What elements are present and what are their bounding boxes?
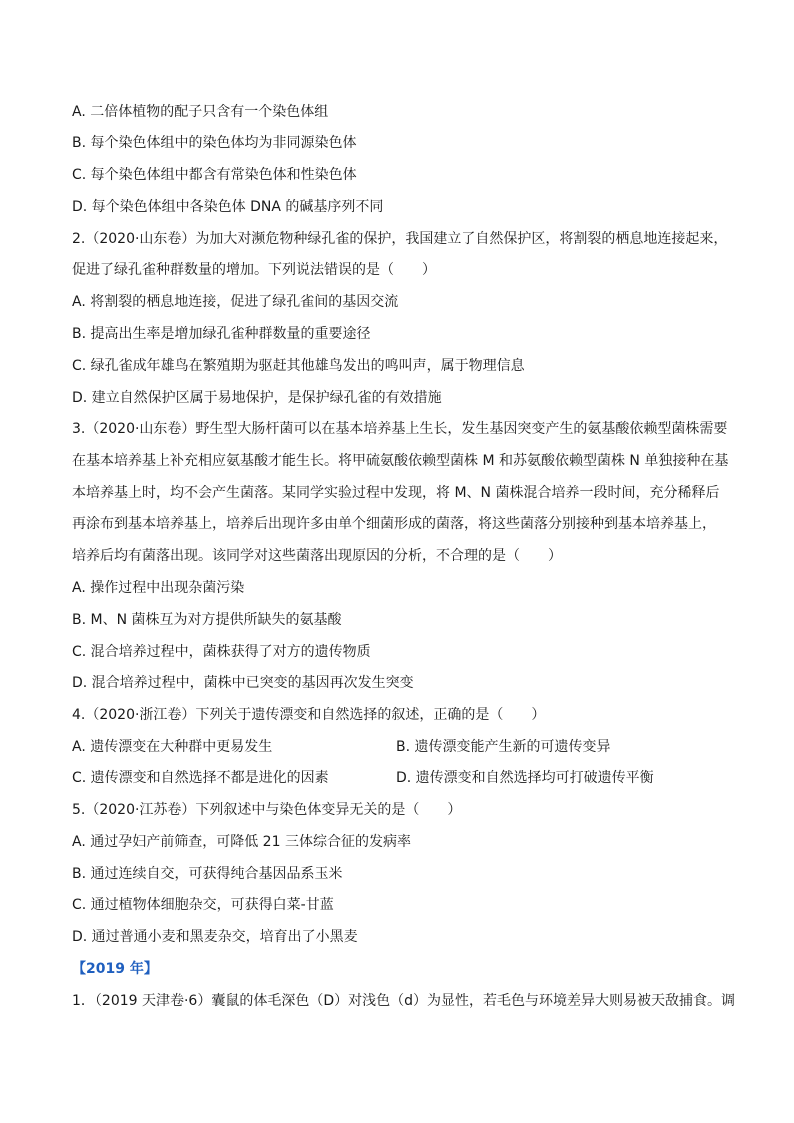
q2-stem-line-1: 2.（2020·山东卷）为加大对濒危物种绿孔雀的保护，我国建立了自然保护区，将割裂的栖息地连接起来， bbox=[72, 231, 728, 247]
q5-option-a: A. 通过孕妇产前筛查，可降低 21 三体综合征的发病率 bbox=[72, 834, 411, 850]
q3-option-a: A. 操作过程中出现杂菌污染 bbox=[72, 580, 245, 596]
q4-option-c: C. 遗传漂变和自然选择不都是进化的因素 bbox=[72, 770, 329, 786]
q5-option-d: D. 通过普通小麦和黑麦杂交，培育出了小黑麦 bbox=[72, 929, 358, 945]
q2-stem-line-2: 促进了绿孔雀种群数量的增加。下列说法错误的是（ ） bbox=[72, 262, 436, 278]
q2-option-b: B. 提高出生率是增加绿孔雀种群数量的重要途径 bbox=[72, 326, 371, 342]
q3-stem-line-4: 再涂布到基本培养基上，培养后出现许多由单个细菌形成的菌落，将这些菌落分别接种到基本培养基上， bbox=[72, 516, 716, 532]
q3-stem-line-2: 在基本培养基上补充相应氨基酸才能生长。将甲硫氨酸依赖型菌株 M 和苏氨酸依赖型菌株 N 单独接种在基 bbox=[72, 453, 729, 469]
q5-option-b: B. 通过连续自交，可获得纯合基因品系玉米 bbox=[72, 866, 343, 882]
q4-stem: 4.（2020·浙江卷）下列关于遗传漂变和自然选择的叙述，正确的是（ ） bbox=[72, 707, 546, 723]
q2-option-c: C. 绿孔雀成年雄鸟在繁殖期为驱赶其他雄鸟发出的鸣叫声，属于物理信息 bbox=[72, 358, 525, 374]
q2-option-a: A. 将割裂的栖息地连接，促进了绿孔雀间的基因交流 bbox=[72, 294, 399, 310]
q3-stem-line-3: 本培养基上时，均不会产生菌落。某同学实验过程中发现，将 M、N 菌株混合培养一段时间，充分稀释后 bbox=[72, 485, 720, 501]
q1-option-b: B. 每个染色体组中的染色体均为非同源染色体 bbox=[72, 135, 357, 151]
q3-option-b: B. M、N 菌株互为对方提供所缺失的氨基酸 bbox=[72, 612, 342, 628]
q4-option-a: A. 遗传漂变在大种群中更易发生 bbox=[72, 739, 273, 755]
year-section-header: 【2019 年】 bbox=[72, 961, 158, 977]
q5-stem: 5.（2020·江苏卷）下列叙述中与染色体变异无关的是（ ） bbox=[72, 802, 462, 818]
q3-option-d: D. 混合培养过程中，菌株中已突变的基因再次发生突变 bbox=[72, 675, 414, 691]
q3-stem-line-1: 3.（2020·山东卷）野生型大肠杆菌可以在基本培养基上生长，发生基因突变产生的氨基酸依赖型菌株需要 bbox=[72, 421, 728, 437]
q2-option-d: D. 建立自然保护区属于易地保护，是保护绿孔雀的有效措施 bbox=[72, 390, 442, 406]
q2019-1-stem: 1．（2019 天津卷·6）囊鼠的体毛深色（D）对浅色（d）为显性，若毛色与环境差异大则易被天敌捕食。调 bbox=[72, 993, 736, 1009]
q5-option-c: C. 通过植物体细胞杂交，可获得白菜-甘蓝 bbox=[72, 897, 334, 913]
q3-option-c: C. 混合培养过程中，菌株获得了对方的遗传物质 bbox=[72, 644, 371, 660]
q1-option-a: A. 二倍体植物的配子只含有一个染色体组 bbox=[72, 104, 329, 120]
q4-option-b: B. 遗传漂变能产生新的可遗传变异 bbox=[396, 739, 611, 755]
q1-option-d: D. 每个染色体组中各染色体 DNA 的碱基序列不同 bbox=[72, 199, 384, 215]
q1-option-c: C. 每个染色体组中都含有常染色体和性染色体 bbox=[72, 167, 357, 183]
q4-option-d: D. 遗传漂变和自然选择均可打破遗传平衡 bbox=[396, 770, 654, 786]
q3-stem-line-5: 培养后均有菌落出现。该同学对这些菌落出现原因的分析，不合理的是（ ） bbox=[72, 548, 562, 564]
